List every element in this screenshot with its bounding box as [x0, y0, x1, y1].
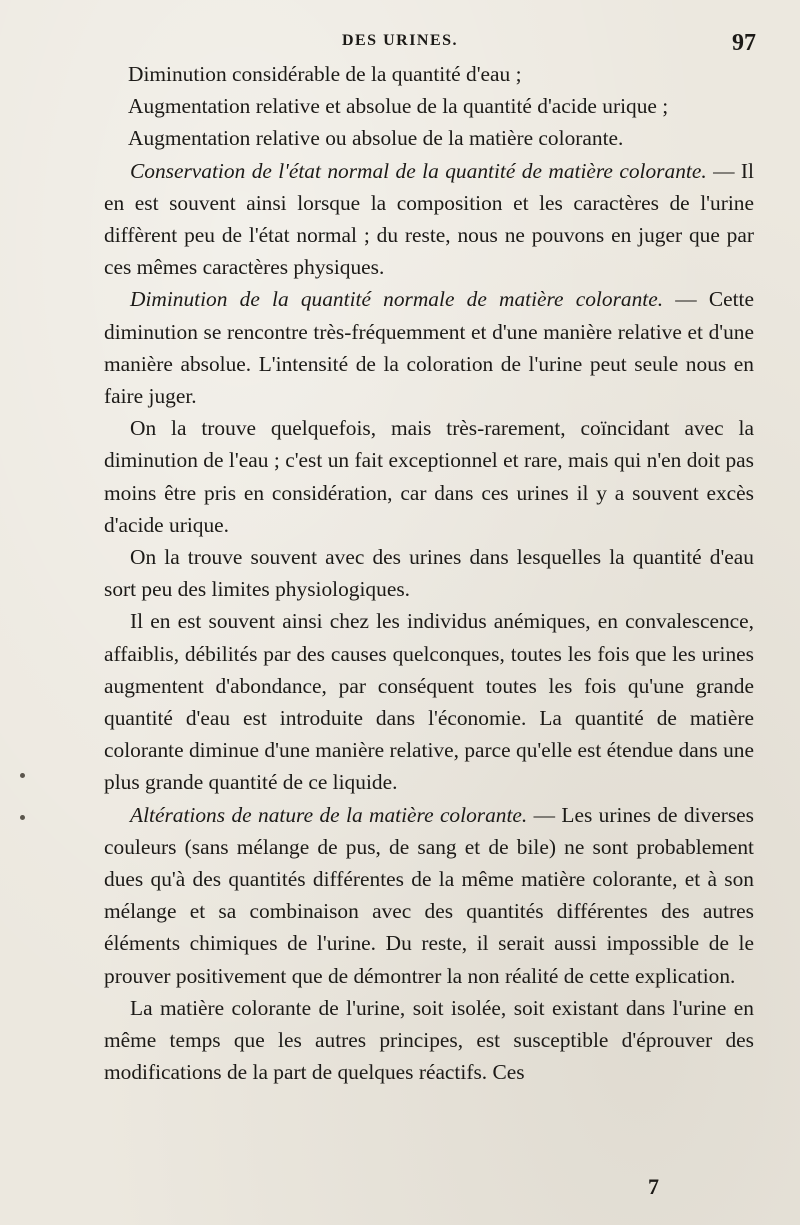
paragraph-diminution: [104, 283, 754, 412]
body-text: [104, 58, 754, 1089]
signature-mark: 7: [648, 1174, 659, 1199]
paragraph-alterations: [104, 799, 754, 992]
paragraph-heading-alterations: Altérations de nature de la matière colorante.: [130, 802, 528, 827]
running-head: [0, 30, 800, 60]
paragraph-conservation: [104, 155, 754, 284]
paragraph-heading-conservation: Conservation de l'état normal de la quantité de matière colorante.: [130, 158, 707, 183]
list-line-2: Augmentation relative et absolue de la quantité d'acide urique ;: [128, 94, 669, 119]
paragraph-body-alterations: — Les urines de diverses couleurs (sans mélange de pus, de sang et de bile) ne sont probablement dues qu'à des quantités différentes de la même matière colorante, et à son mélange et sa combinaison avec des quantités différentes des autres éléments chimiques de l'urine. Du reste, il serait aussi impossible de le prouver positivement que de démontrer la non réalité de cette explication.: [104, 802, 754, 988]
page-number: 97: [732, 30, 756, 56]
running-head-title: DES URINES.: [341, 32, 459, 49]
paragraph-body-diminution: — Cette diminution se rencontre très-fréquemment et d'une manière relative et d'une manière absolue. L'intensité de la coloration de l'urine peut seule nous en faire juger.: [104, 287, 754, 409]
list-line-3: Augmentation relative ou absolue de la matière colorante.: [128, 126, 624, 151]
list-line-1: Diminution considérable de la quantité d'eau ;: [128, 62, 522, 86]
paragraph-heading-diminution: Diminution de la quantité normale de matière colorante.: [130, 287, 664, 312]
paragraph-3: On la trouve quelquefois, mais très-rarement, coïncidant avec la diminution de l'eau ; c'est un fait exceptionnel et rare, mais qui n'en doit pas moins être pris en considération, car dans ces urines il y a souvent excès d'acide urique.: [104, 416, 754, 537]
margin-speck: [20, 815, 25, 820]
paragraph-body-conservation: — Il en est souvent ainsi lorsque la composition et les caractères de l'urine diffèrent peu de l'état normal ; du reste, nous ne pouvons en juger que par ces mêmes caractères physiques.: [104, 158, 754, 280]
margin-speck: [20, 773, 25, 778]
paragraph-4: On la trouve souvent avec des urines dans lesquelles la quantité d'eau sort peu des limites physiologiques.: [104, 545, 754, 602]
paragraph-7: La matière colorante de l'urine, soit isolée, soit existant dans l'urine en même temps que les autres principes, est susceptible d'éprouver des modifications de la part de quelques réactifs. Ces: [104, 995, 754, 1085]
paragraph-5: Il en est souvent ainsi chez les individus anémiques, en convalescence, affaiblis, débilités par des causes quelconques, toutes les fois que les urines augmentent d'abondance, par conséquent toutes les fois qu'une grande quantité d'eau est introduite dans l'économie. La quantité de matière colorante diminue d'une manière relative, parce qu'elle est étendue dans une plus grande quantité de ce liquide.: [104, 609, 754, 795]
